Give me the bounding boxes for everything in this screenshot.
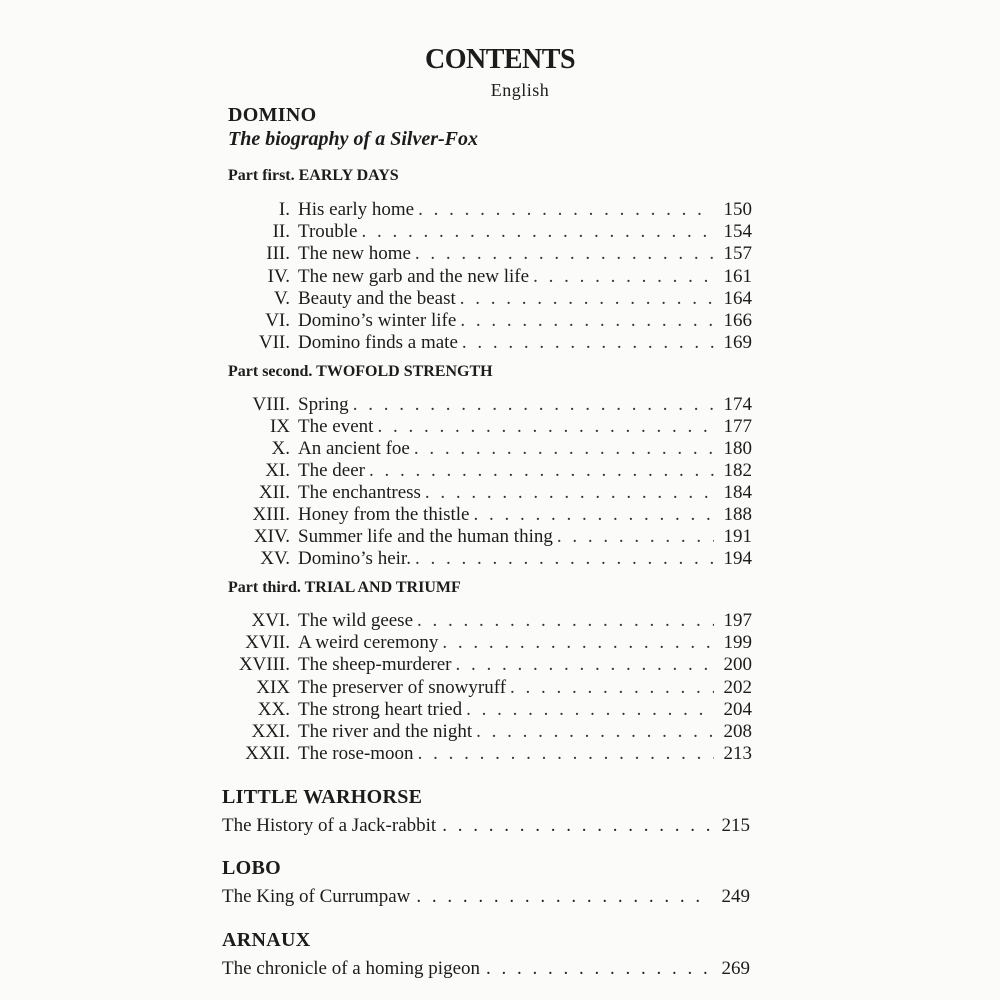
story-subtitle: The chronicle of a homing pigeon	[222, 958, 481, 979]
chapter-entry	[230, 721, 752, 743]
chapter-title: The preserver of snowyruff	[298, 676, 507, 698]
page-number: 213	[723, 743, 752, 765]
chapter-entry	[230, 394, 752, 416]
leader-dots	[466, 699, 714, 721]
leader-dots	[474, 504, 715, 526]
chapter-number: II.	[272, 221, 290, 243]
chapter-title: The deer	[298, 460, 365, 481]
leader-dots	[510, 677, 714, 699]
chapter-number: VI.	[265, 310, 290, 331]
chapter-entry	[230, 548, 752, 570]
chapter-title: Summer life and the human thing	[298, 526, 553, 547]
leader-dots	[442, 814, 710, 838]
page-number: 174	[723, 394, 752, 415]
chapter-title: The new garb and the new life	[298, 265, 530, 287]
chapter-entry	[230, 310, 752, 332]
chapter-title: Trouble	[298, 221, 358, 243]
leader-dots	[557, 526, 714, 548]
chapter-title: The new home	[298, 243, 411, 265]
leader-dots	[442, 632, 714, 654]
leader-dots	[460, 310, 714, 332]
language-label: English	[490, 80, 550, 100]
page-number: 188	[723, 504, 752, 525]
chapter-number: X.	[271, 438, 290, 459]
chapter-number: IX	[269, 416, 290, 437]
page-number: 177	[723, 416, 752, 437]
chapter-title: An ancient foe	[298, 438, 410, 459]
chapter-title: The wild geese	[298, 610, 414, 631]
chapter-title: Beauty and the beast	[298, 287, 456, 309]
page-number: 191	[723, 526, 752, 547]
page-number: 200	[723, 654, 752, 676]
page-number: 157	[723, 243, 752, 265]
chapter-entry	[230, 699, 752, 721]
chapter-number: XVII.	[245, 632, 290, 654]
page-number: 249	[721, 886, 750, 907]
page-number: 169	[723, 332, 752, 354]
chapter-number: XV.	[260, 548, 290, 569]
story-subtitle: The King of Currumpaw	[222, 886, 411, 907]
chapter-number: XIV.	[253, 526, 290, 547]
chapter-title: The enchantress	[298, 482, 421, 503]
leader-dots	[415, 243, 714, 265]
leader-dots	[533, 266, 714, 288]
story-entry-arnaux	[222, 957, 750, 981]
chapter-entry	[230, 610, 752, 632]
chapter-number: I.	[278, 199, 290, 220]
leader-dots	[416, 885, 710, 909]
leader-dots	[414, 438, 714, 460]
chapter-number: XIX	[256, 676, 290, 698]
chapter-number: XIII.	[252, 504, 290, 525]
leader-dots	[418, 743, 714, 765]
part-heading-1: Part first. EARLY DAYS	[228, 167, 399, 184]
part-heading-2: Part second. TWOFOLD STRENGTH	[228, 363, 493, 380]
leader-dots	[486, 957, 710, 981]
page-number: 154	[723, 221, 752, 243]
page-number: 184	[723, 482, 752, 503]
leader-dots	[415, 548, 714, 570]
page-number: 182	[723, 460, 752, 481]
chapter-number: IV.	[267, 265, 290, 287]
chapter-entry	[230, 266, 752, 288]
chapter-title: The river and the night	[298, 721, 473, 742]
chapter-number: XI.	[265, 460, 290, 481]
chapter-title: Honey from the thistle	[298, 504, 470, 525]
chapter-title: Domino finds a mate	[298, 332, 458, 354]
chapter-number: XVI.	[251, 610, 290, 631]
chapter-entry	[230, 482, 752, 504]
story-subtitle: The History of a Jack-rabbit	[222, 815, 437, 836]
leader-dots	[462, 332, 714, 354]
leader-dots	[417, 610, 714, 632]
page-number: 150	[723, 199, 752, 220]
leader-dots	[369, 460, 714, 482]
chapter-number: V.	[273, 287, 290, 309]
work-subtitle-domino: The biography of a Silver-Fox	[228, 128, 478, 150]
chapter-entry	[230, 460, 752, 482]
chapter-entry	[230, 243, 752, 265]
chapter-entry	[230, 632, 752, 654]
leader-dots	[353, 394, 714, 416]
chapter-entry	[230, 654, 752, 676]
story-title-little-warhorse: LITTLE WARHORSE	[222, 786, 423, 808]
page-number: 208	[723, 721, 752, 742]
leader-dots	[418, 199, 714, 221]
chapter-entry	[230, 743, 752, 765]
chapter-title: Domino’s winter life	[298, 310, 457, 331]
chapter-entry	[230, 438, 752, 460]
chapter-number: XII.	[258, 482, 290, 503]
leader-dots	[377, 416, 714, 438]
chapter-title: The sheep-murderer	[298, 654, 452, 676]
chapter-title: The strong heart tried	[298, 698, 463, 720]
chapter-entry	[230, 504, 752, 526]
work-title-domino: DOMINO	[228, 104, 317, 126]
chapter-number: III.	[266, 243, 290, 265]
story-title-lobo: LOBO	[222, 857, 281, 879]
page-title: CONTENTS	[424, 44, 576, 75]
page-number: 194	[723, 548, 752, 569]
chapter-title: His early home	[298, 199, 415, 220]
page-number: 215	[721, 815, 750, 836]
chapter-entry	[230, 416, 752, 438]
chapter-number: XXII.	[245, 743, 290, 765]
chapter-entry	[230, 221, 752, 243]
chapter-number: XX.	[257, 698, 290, 720]
chapter-title: The event	[298, 416, 374, 437]
leader-dots	[361, 221, 714, 243]
page-number: 202	[723, 676, 752, 698]
chapter-number: VIII.	[252, 394, 290, 415]
chapter-entry	[230, 199, 752, 221]
page-number: 204	[723, 698, 752, 720]
part-heading-3: Part third. TRIAL AND TRIUMF	[228, 579, 461, 596]
leader-dots	[456, 654, 714, 676]
page-number: 180	[723, 438, 752, 459]
chapter-number: XVIII.	[238, 654, 290, 676]
page-number: 269	[721, 958, 750, 979]
chapter-entry	[230, 677, 752, 699]
chapter-entry	[230, 288, 752, 310]
leader-dots	[425, 482, 714, 504]
chapter-title: Spring	[298, 394, 349, 415]
chapter-number: XXI.	[251, 721, 290, 742]
chapter-title: The rose-moon	[298, 743, 414, 765]
chapter-number: VII.	[258, 332, 290, 354]
leader-dots	[476, 721, 714, 743]
leader-dots	[460, 288, 714, 310]
story-entry-little-warhorse	[222, 814, 750, 838]
page-number: 164	[723, 287, 752, 309]
page-number: 161	[723, 265, 752, 287]
page-number: 166	[723, 310, 752, 331]
story-title-arnaux: ARNAUX	[222, 929, 311, 951]
chapter-title: A weird ceremony	[298, 632, 439, 654]
chapter-entry	[230, 526, 752, 548]
chapter-title: Domino’s heir.	[298, 548, 411, 569]
page-number: 199	[723, 632, 752, 654]
chapter-entry	[230, 332, 752, 354]
page-number: 197	[723, 610, 752, 631]
story-entry-lobo	[222, 885, 750, 909]
